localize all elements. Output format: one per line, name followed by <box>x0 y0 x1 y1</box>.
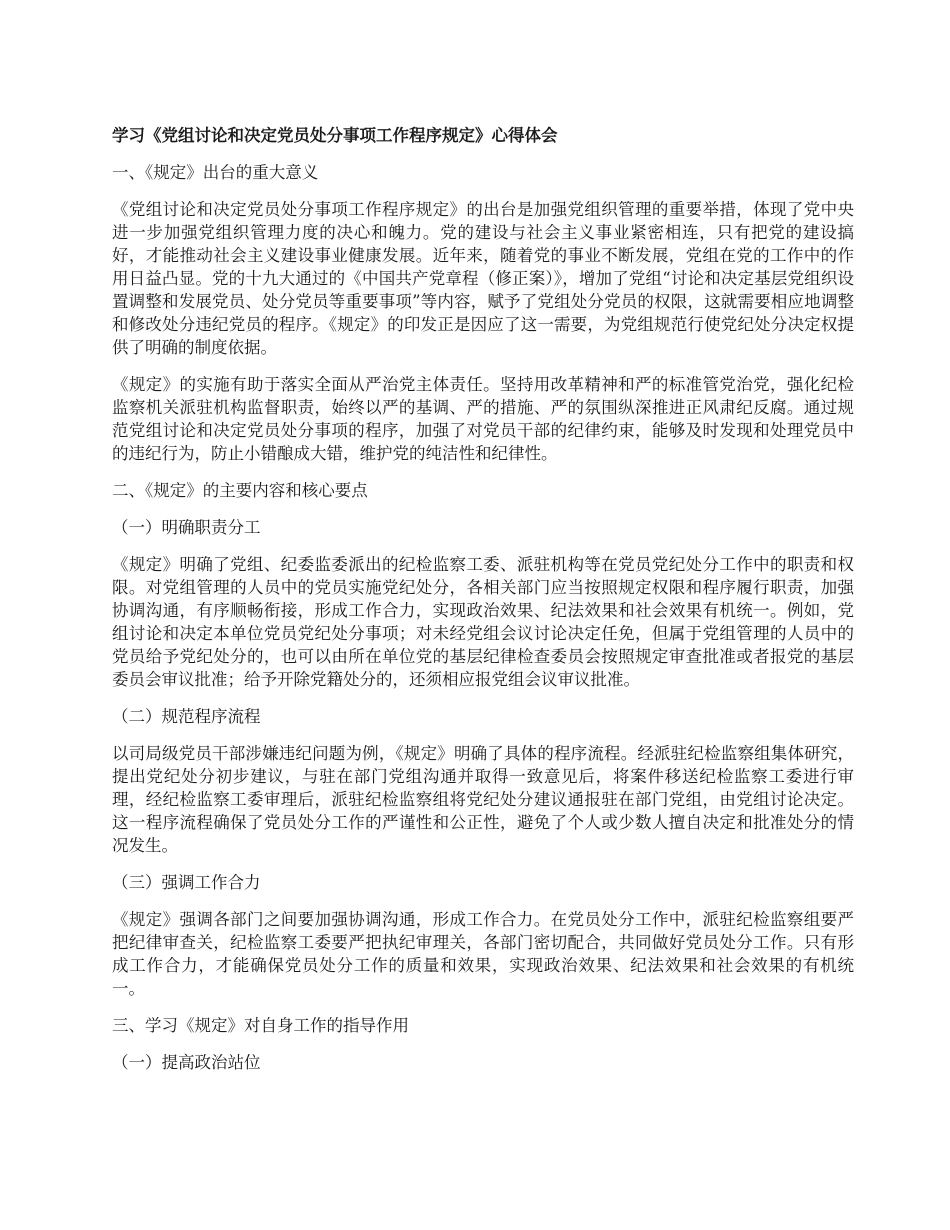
paragraph: 以司局级党员干部涉嫌违纪问题为例，《规定》明确了具体的程序流程。经派驻纪检监察组集体研究，提出党纪处分初步建议，与驻在部门党组沟通并取得一致意见后，将案件移送纪检监察工委进行审理，经纪检监察工委审理后，派驻纪检监察组将党纪处分建议通报驻在部门党组，由党组讨论决定。这一程序流程确保了党员处分工作的严谨性和公正性，避免了个人或少数人擅自决定和批准处分的情况发生。 <box>112 744 854 855</box>
section-heading: 三、学习《规定》对自身工作的指导作用 <box>112 1016 409 1035</box>
subsection-heading: （二）规范程序流程 <box>112 707 261 726</box>
subsection-heading: （一）提高政治站位 <box>112 1053 261 1072</box>
paragraph: 《规定》的实施有助于落实全面从严治党主体责任。坚持用改革精神和严的标准管党治党，强化纪检监察机关派驻机构监督职责，始终以严的基调、严的措施、严的氛围纵深推进正风肃纪反腐。通过规范党组讨论和决定党员处分事项的程序，加强了对党员干部的纪律约束，能够及时发现和处理党员中的违纪行为，防止小错酿成大错，维护党的纯洁性和纪律性。 <box>112 375 854 463</box>
section-heading: 一、《规定》出台的重大意义 <box>112 163 319 182</box>
subsection-heading: （三）强调工作合力 <box>112 873 261 892</box>
paragraph: 《党组讨论和决定党员处分事项工作程序规定》的出台是加强党组织管理的重要举措，体现了党中央进一步加强党组织管理力度的决心和魄力。党的建设与社会主义事业紧密相连，只有把党的建设搞好，才能推动社会主义建设事业健康发展。近年来，随着党的事业不断发展，党组在党的工作中的作用日益凸显。党的十九大通过的《中国共产党章程（修正案）》，增加了党组“讨论和决定基层党组织设置调整和发展党员、处分党员等重要事项”等内容，赋予了党组处分党员的权限，这就需要相应地调整和修改处分违纪党员的程序。《规定》的印发正是因应了这一需要，为党组规范行使党纪处分决定权提供了明确的制度依据。 <box>112 200 854 357</box>
paragraph: 《规定》强调各部门之间要加强协调沟通，形成工作合力。在党员处分工作中，派驻纪检监察组要严把纪律审查关，纪检监察工委要严把执纪审理关，各部门密切配合，共同做好党员处分工作。只有形成工作合力，才能确保党员处分工作的质量和效果，实现政治效果、纪法效果和社会效果的有机统一。 <box>112 910 854 998</box>
document-title: 学习《党组讨论和决定党员处分事项工作程序规定》心得体会 <box>112 126 558 145</box>
subsection-heading: （一）明确职责分工 <box>112 518 261 537</box>
paragraph: 《规定》明确了党组、纪委监委派出的纪检监察工委、派驻机构等在党员党纪处分工作中的职责和权限。对党组管理的人员中的党员实施党纪处分，各相关部门应当按照规定权限和程序履行职责，加强协调沟通，有序顺畅衔接，形成工作合力，实现政治效果、纪法效果和社会效果有机统一。例如，党组讨论和决定本单位党员党纪处分事项；对未经党组会议讨论决定任免，但属于党组管理的人员中的党员给予党纪处分的，也可以由所在单位党的基层纪律检查委员会按照规定审查批准或者报党的基层委员会审议批准；给予开除党籍处分的，还须相应报党组会议审议批准。 <box>112 555 854 689</box>
section-heading: 二、《规定》的主要内容和核心要点 <box>112 481 368 500</box>
document-page <box>112 124 854 1088</box>
